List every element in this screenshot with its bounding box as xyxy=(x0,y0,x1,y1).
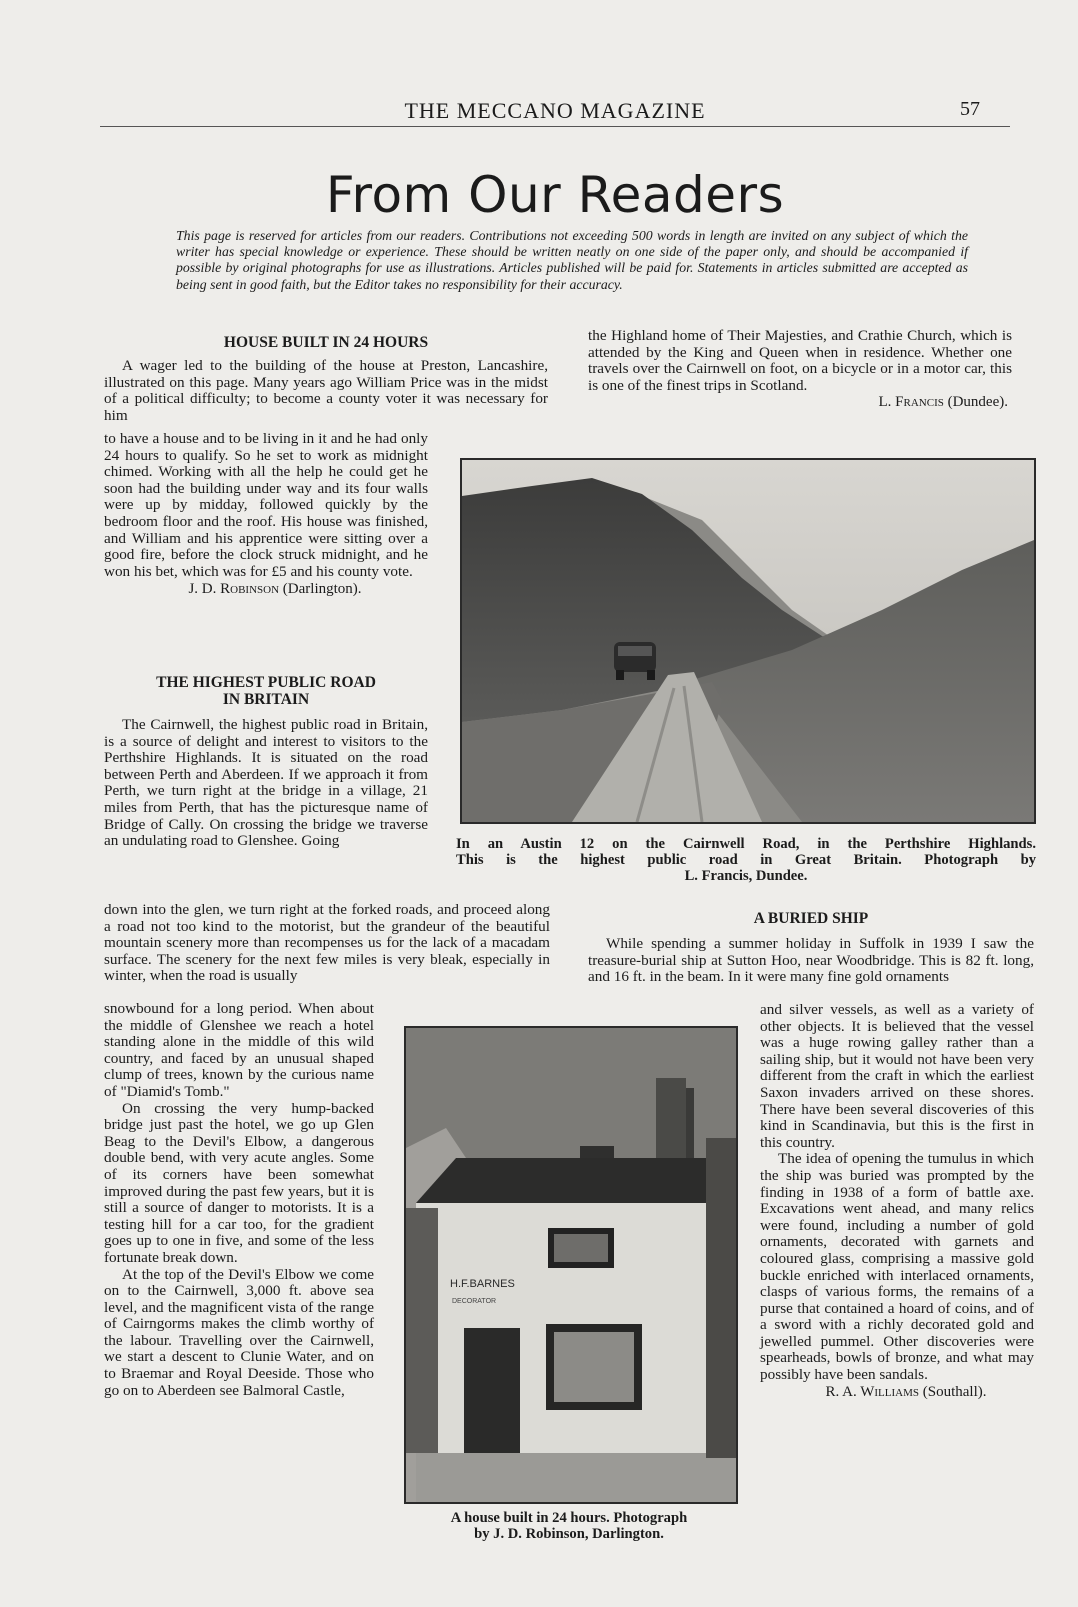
article-paragraph: The idea of opening the tumulus in which the ship was buried was prompted by the finding in 1938 of a form of battle axe. Excavations went ahead, and many relics were found, including a number of gold ornaments, decorated with garnets and coloured glass, comprising a massive gold buckle enriched with interlaced ornaments, clasps of various forms, the remains of a purse that contained a hoard of coins, and of a sword with a richly decorated gold and jewelled pummel. Other discoveries were spearheads, bowls of bronze, and what may possibly have been sandals. xyxy=(760,1150,1034,1384)
article-paragraph: At the top of the Devil's Elbow we come on to the Cairnwell, 3,000 ft. above sea level, and the magnificent vista of the range of Cairngorms makes the climb worthy of the labour. Travelling over the Cairnwell, we start a descent to Clunie Water, and on to Braemar and Royal Deeside. Those who go on to Aberdeen see Balmoral Castle, xyxy=(104,1265,374,1399)
author-signature: R. A. Williams (Southall). xyxy=(825,1383,987,1400)
article-paragraph: down into the glen, we turn right at the forked roads, and proceed along a road not too kind to the motorist, but the grandeur of the beautiful mountain scenery more than recompenses us for the lack of a macadam surface. The scenery for the next few miles is very bleak, especially in winter, when the road is usually xyxy=(104,901,550,985)
author-signature: L. Francis (Dundee). xyxy=(878,394,1008,411)
article-heading: HOUSE BUILT IN 24 HOURS xyxy=(223,334,429,351)
article-house-built xyxy=(104,334,548,424)
article-highest-road-wide xyxy=(104,902,550,985)
article-paragraph: While spending a summer holiday in Suffolk in 1939 I saw the treasure-burial ship at Sutton Hoo, near Woodbridge. This is 82 ft. long, and 16 ft. in the beam. In it were many fine gold ornaments xyxy=(588,935,1034,986)
intro-note: This page is reserved for articles from our readers. Contributions not exceeding 500 words in length are invited on any subject of which the writer has special knowledge or experience. These should be written neatly on one side of the paper only, and should be accompanied if possible by original photographs for use as illustrations. Articles published will be paid for. Statements in articles submitted are accepted as being sent in good faith, but the Editor takes no responsibility for their accuracy. xyxy=(176,228,968,292)
page-number: 57 xyxy=(960,98,980,120)
article-paragraph: to have a house and to be living in it and he had only 24 hours to qualify. So he set to work as midnight chimed. Working with all the help he could get he soon had the building under way and its four walls were up by midday, followed quickly by the bedroom floor and the roof. His house was finished, and William and his apprentice were sitting over a good fire, before the clock struck midnight, and he won his bet, which was for £5 and his county vote. xyxy=(104,430,428,580)
article-paragraph: The Cairnwell, the highest public road in Britain, is a source of delight and interest to visitors to the Perthshire Highlands. It is situated on the road between Perth and Aberdeen. If we approach it from Perth, we turn right at the bridge in a village, 21 miles from Perth, that has the picturesque name of Bridge of Cally. On crossing the bridge we traverse an undulating road to Glenshee. Going xyxy=(104,716,428,850)
article-heading: THE HIGHEST PUBLIC ROAD IN BRITAIN xyxy=(156,674,376,708)
article-highest-road xyxy=(104,674,428,850)
photo-caption-cairnwell: In an Austin 12 on the Cairnwell Road, in the Perthshire Highlands. This is the highest public road in Great Britain. Photograph by L. Francis, Dundee. xyxy=(456,836,1036,884)
article-paragraph: snowbound for a long period. When about the middle of Glenshee we reach a hotel standing alone in the middle of this wild country, and faced by an unusual shaped clump of trees, known by the curious name of "Diamid's Tomb." xyxy=(104,1000,374,1100)
article-buried-ship xyxy=(588,910,1034,986)
article-buried-ship-narrow xyxy=(760,1002,1034,1400)
shop-sign-sub: DECORATOR xyxy=(452,1298,497,1305)
photo-house-built xyxy=(404,1026,738,1504)
article-paragraph: On crossing the very hump-backed bridge just past the hotel, we go up Glen Beag to the Devil's Elbow, a dangerous double bend, with very acute angles. Some of its corners have been somewhat improved during the past few years, but it is still a source of danger to motorists. It is a testing hill for a car too, for the gradient goes up to one in five, and some of the less fortunate break down. xyxy=(104,1099,374,1266)
page-header xyxy=(100,96,1010,127)
article-paragraph: A wager led to the building of the house at Preston, Lancashire, illustrated on this page. Many years ago William Price was in the midst of a political difficulty; to become a county voter it was necessary for him xyxy=(104,357,548,424)
shop-sign: H.F.BARNES xyxy=(450,1278,515,1290)
page-title: From Our Readers xyxy=(325,166,785,224)
article-house-built-continued xyxy=(104,431,428,598)
article-highest-road-narrow xyxy=(104,1001,374,1399)
photo-caption-house: A house built in 24 hours. Photograph by J. D. Robinson, Darlington. xyxy=(450,1510,688,1542)
article-heading: A BURIED SHIP xyxy=(753,910,869,927)
article-paragraph: and silver vessels, as well as a variety of other objects. It is believed that the vessel was a huge rowing galley rather than a sailing ship, but it would not have been very different from the craft in which the earliest Saxon invaders arrived on these shores. There have been several discoveries of this kind in Scandinavia, but this is the first in this country. xyxy=(760,1001,1034,1151)
article-paragraph: the Highland home of Their Majesties, and Crathie Church, which is attended by the King and Queen when in residence. Whether one travels over the Cairnwell on foot, on a bicycle or in a motor car, this is one of the finest trips in Scotland. xyxy=(588,327,1012,394)
photo-cairnwell-road xyxy=(460,458,1036,824)
article-highest-road-cont xyxy=(588,328,1012,411)
author-signature: J. D. Robinson (Darlington). xyxy=(188,581,362,598)
magazine-title: THE MECCANO MAGAZINE xyxy=(404,98,706,123)
